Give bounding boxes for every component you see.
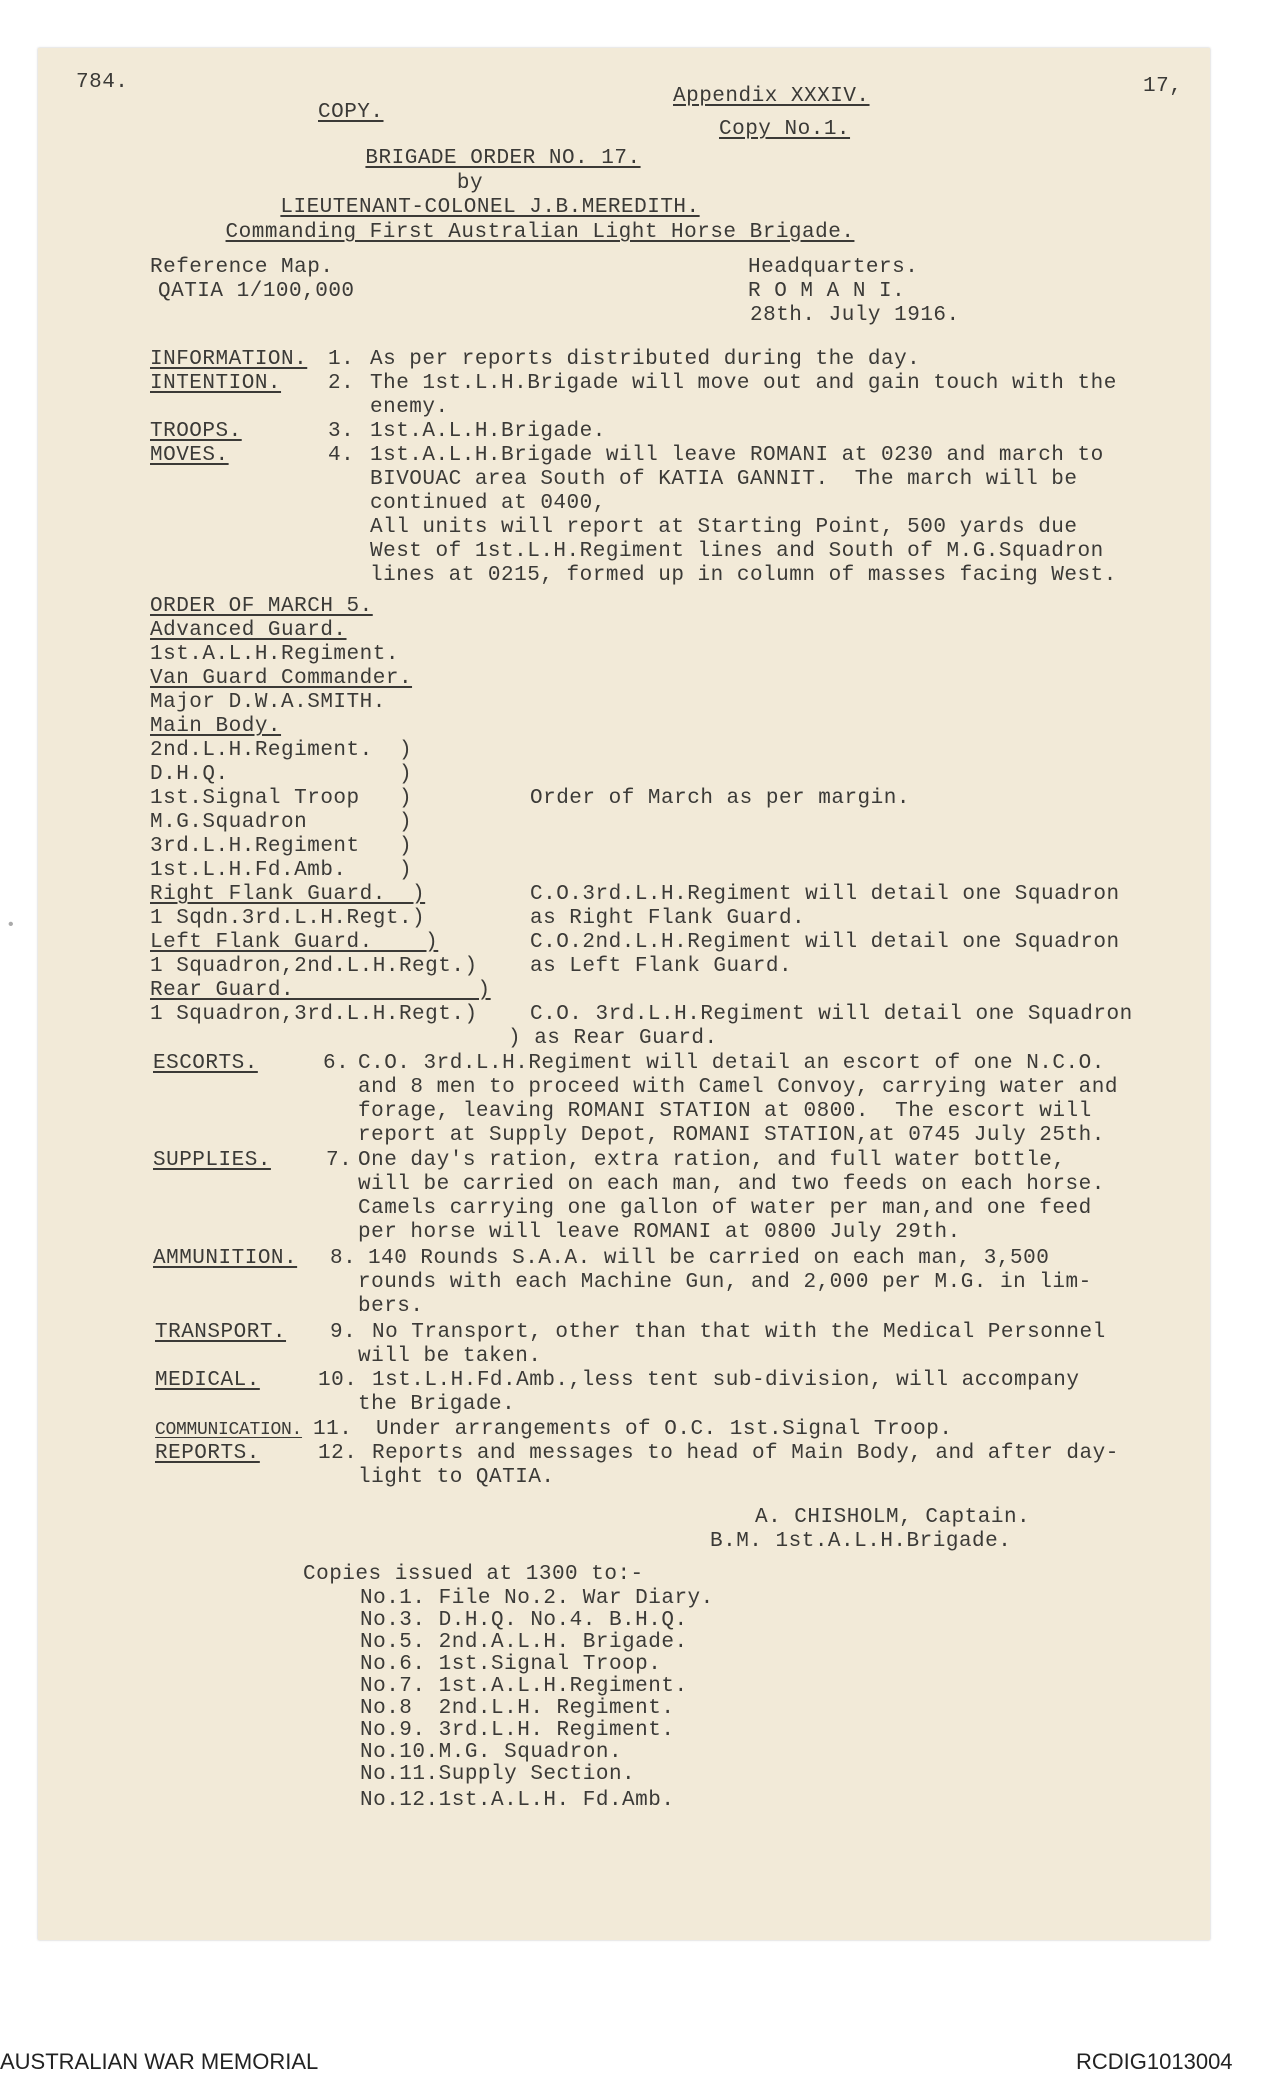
copy-item: No.5. 2nd.A.L.H. Brigade. bbox=[360, 1631, 688, 1654]
para-text: the Brigade. bbox=[358, 1393, 516, 1416]
headquarters-place: R O M A N I. bbox=[748, 280, 906, 303]
para-number: 11. bbox=[313, 1418, 353, 1441]
heading-supplies: SUPPLIES. bbox=[153, 1149, 271, 1172]
headquarters-date: 28th. July 1916. bbox=[750, 304, 960, 327]
footer-identifier: RCDIG1013004 bbox=[1076, 2049, 1233, 2074]
copy-item: No.11.Supply Section. bbox=[360, 1763, 636, 1786]
copy-item: No.6. 1st.Signal Troop. bbox=[360, 1653, 662, 1676]
para-number: 7. bbox=[326, 1149, 353, 1172]
para-text: BIVOUAC area South of KATIA GANNIT. The march will be bbox=[370, 468, 1078, 491]
march-item: 3rd.L.H.Regiment ) bbox=[150, 835, 413, 858]
para-text: All units will report at Starting Point, 500 yards due bbox=[370, 516, 1078, 539]
para-text: West of 1st.L.H.Regiment lines and South of M.G.Squadron bbox=[370, 540, 1104, 563]
march-note: C.O.2nd.L.H.Regiment will detail one Squadron bbox=[530, 931, 1120, 954]
appendix-label: Appendix XXXIV. bbox=[673, 85, 870, 108]
para-text: 1st.L.H.Fd.Amb.,less tent sub-division, will accompany bbox=[372, 1369, 1080, 1392]
order-by: by bbox=[456, 172, 484, 195]
para-text: light to QATIA. bbox=[358, 1466, 555, 1489]
headquarters-label: Headquarters. bbox=[748, 256, 919, 279]
para-number: 3. bbox=[328, 420, 355, 443]
para-number: 8. bbox=[330, 1247, 357, 1270]
heading-reports: REPORTS. bbox=[155, 1442, 260, 1465]
march-note: as Right Flank Guard. bbox=[530, 907, 806, 930]
para-text: lines at 0215, formed up in column of masses facing West. bbox=[370, 564, 1117, 587]
copy-item: No.1. File No.2. War Diary. bbox=[360, 1587, 714, 1610]
copy-item: No.8 2nd.L.H. Regiment. bbox=[360, 1697, 675, 1720]
para-text: will be carried on each man, and two feeds on each horse. bbox=[358, 1173, 1105, 1196]
page-number-right: 17, bbox=[1143, 75, 1183, 98]
heading-ammunition: AMMUNITION. bbox=[153, 1247, 298, 1270]
footer-institution: AUSTRALIAN WAR MEMORIAL bbox=[0, 2049, 319, 2074]
copy-item: No.9. 3rd.L.H. Regiment. bbox=[360, 1719, 675, 1742]
para-text: Camels carrying one gallon of water per man,and one feed bbox=[358, 1197, 1092, 1220]
march-item: 1 Sqdn.3rd.L.H.Regt.) bbox=[150, 907, 426, 930]
para-text: will be taken. bbox=[358, 1345, 542, 1368]
march-item: Advanced Guard. bbox=[150, 619, 347, 642]
order-title: BRIGADE ORDER NO. 17. bbox=[365, 147, 641, 170]
march-item: M.G.Squadron ) bbox=[150, 811, 413, 834]
para-number: 10. bbox=[318, 1369, 358, 1392]
reference-map-value: QATIA 1/100,000 bbox=[158, 280, 355, 303]
heading-medical: MEDICAL. bbox=[155, 1369, 260, 1392]
copy-item: No.12.1st.A.L.H. Fd.Amb. bbox=[360, 1789, 675, 1812]
para-number: 9. bbox=[330, 1321, 357, 1344]
para-text: 1st.A.L.H.Brigade will leave ROMANI at 0230 and march to bbox=[370, 444, 1104, 467]
march-item: Right Flank Guard. ) bbox=[150, 883, 426, 906]
copy-label: COPY. bbox=[318, 101, 384, 124]
march-item: 1st.A.L.H.Regiment. bbox=[150, 643, 399, 666]
para-text: and 8 men to proceed with Camel Convoy, carrying water and bbox=[358, 1076, 1118, 1099]
para-number: 12. bbox=[318, 1442, 358, 1465]
para-text: 1st.A.L.H.Brigade. bbox=[370, 420, 606, 443]
march-item: Left Flank Guard. ) bbox=[150, 931, 439, 954]
march-item: 1st.Signal Troop ) bbox=[150, 787, 413, 810]
para-text: C.O. 3rd.L.H.Regiment will detail an escort of one N.C.O. bbox=[358, 1052, 1105, 1075]
copy-number: Copy No.1. bbox=[719, 118, 851, 141]
march-item: Main Body. bbox=[150, 715, 282, 738]
march-note: as Left Flank Guard. bbox=[530, 955, 793, 978]
heading-information: INFORMATION. bbox=[150, 348, 308, 371]
march-note: C.O. 3rd.L.H.Regiment will detail one Squadron bbox=[530, 1003, 1133, 1026]
reference-map-label: Reference Map. bbox=[150, 256, 334, 279]
march-item: 1st.L.H.Fd.Amb. ) bbox=[150, 859, 413, 882]
march-item: D.H.Q. ) bbox=[150, 763, 413, 786]
para-text: Under arrangements of O.C. 1st.Signal Troop. bbox=[376, 1418, 953, 1441]
para-text: No Transport, other than that with the Medical Personnel bbox=[372, 1321, 1106, 1344]
heading-communication: COMMUNICATION. bbox=[155, 1420, 303, 1440]
copies-heading: Copies issued at 1300 to:- bbox=[303, 1563, 644, 1586]
heading-troops: TROOPS. bbox=[150, 420, 242, 443]
para-text: continued at 0400, bbox=[370, 492, 606, 515]
para-number: 1. bbox=[328, 348, 355, 371]
para-text: The 1st.L.H.Brigade will move out and gain touch with the bbox=[370, 372, 1117, 395]
copy-item: No.10.M.G. Squadron. bbox=[360, 1741, 623, 1764]
para-text: As per reports distributed during the day. bbox=[370, 348, 921, 371]
march-note: ) as Rear Guard. bbox=[508, 1027, 718, 1050]
signature-name: A. CHISHOLM, Captain. bbox=[755, 1506, 1031, 1529]
para-number: 6. bbox=[323, 1052, 350, 1075]
heading-order-of-march: ORDER OF MARCH 5. bbox=[150, 595, 373, 618]
commanding-line: Commanding First Australian Light Horse Brigade. bbox=[225, 221, 855, 244]
march-item: Rear Guard. ) bbox=[150, 979, 491, 1002]
march-item: 2nd.L.H.Regiment. ) bbox=[150, 739, 413, 762]
march-note: C.O.3rd.L.H.Regiment will detail one Squadron bbox=[530, 883, 1120, 906]
copy-item: No.3. D.H.Q. No.4. B.H.Q. bbox=[360, 1609, 688, 1632]
para-number: 2. bbox=[328, 372, 355, 395]
heading-escorts: ESCORTS. bbox=[153, 1052, 258, 1075]
copy-item: No.7. 1st.A.L.H.Regiment. bbox=[360, 1675, 688, 1698]
page-number-left: 784. bbox=[76, 71, 129, 94]
para-number: 4. bbox=[328, 444, 355, 467]
heading-moves: MOVES. bbox=[150, 444, 229, 467]
para-text: per horse will leave ROMANI at 0800 July 29th. bbox=[358, 1221, 961, 1244]
march-item: 1 Squadron,2nd.L.H.Regt.) bbox=[150, 955, 478, 978]
para-text: forage, leaving ROMANI STATION at 0800. The escort will bbox=[358, 1100, 1092, 1123]
margin-mark: • bbox=[6, 916, 16, 934]
march-item: Major D.W.A.SMITH. bbox=[150, 691, 386, 714]
para-text: bers. bbox=[358, 1295, 424, 1318]
para-text: report at Supply Depot, ROMANI STATION,at 0745 July 25th. bbox=[358, 1124, 1105, 1147]
para-text: rounds with each Machine Gun, and 2,000 per M.G. in lim- bbox=[358, 1271, 1092, 1294]
para-text: 140 Rounds S.A.A. will be carried on each man, 3,500 bbox=[368, 1247, 1050, 1270]
para-text: enemy. bbox=[370, 396, 449, 419]
order-author: LIEUTENANT-COLONEL J.B.MEREDITH. bbox=[280, 196, 700, 219]
heading-transport: TRANSPORT. bbox=[155, 1321, 287, 1344]
march-note: Order of March as per margin. bbox=[530, 787, 910, 810]
heading-intention: INTENTION. bbox=[150, 372, 282, 395]
signature-title: B.M. 1st.A.L.H.Brigade. bbox=[710, 1530, 1012, 1553]
para-text: One day's ration, extra ration, and full water bottle, bbox=[358, 1149, 1066, 1172]
march-item: Van Guard Commander. bbox=[150, 667, 413, 690]
para-text: Reports and messages to head of Main Body, and after day- bbox=[372, 1442, 1119, 1465]
march-item: 1 Squadron,3rd.L.H.Regt.) bbox=[150, 1003, 478, 1026]
